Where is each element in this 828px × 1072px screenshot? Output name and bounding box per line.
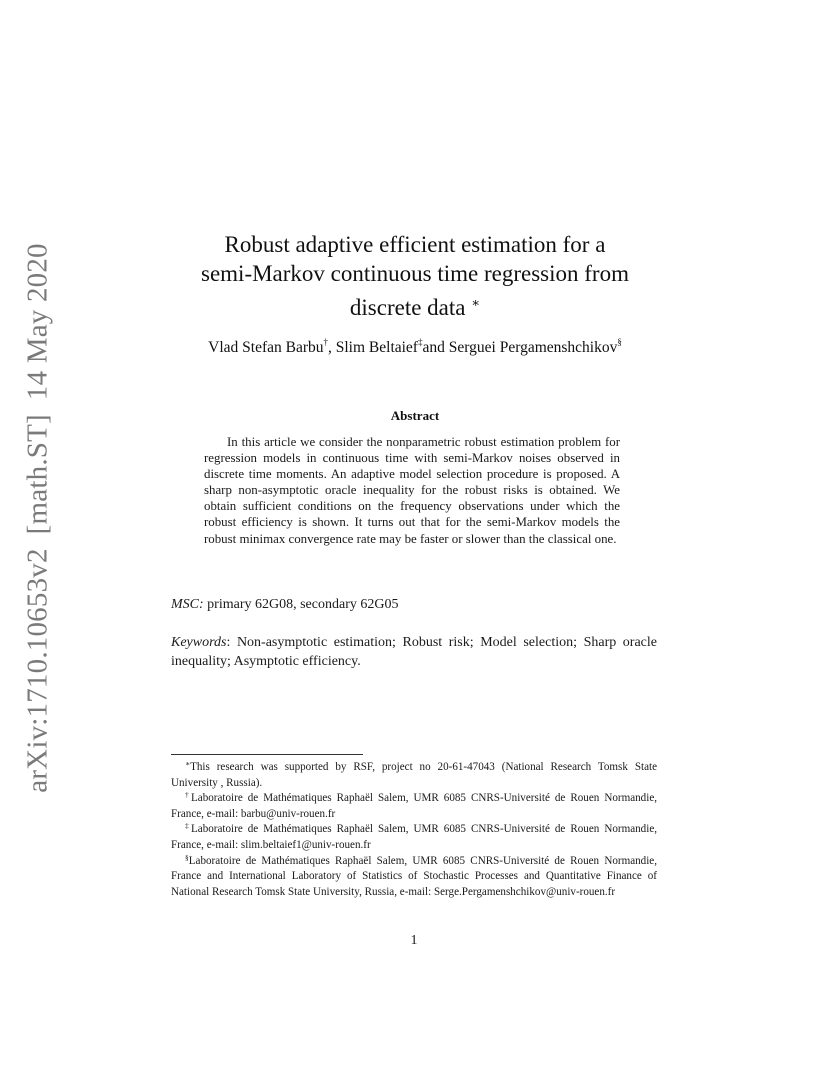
- footnote-mark: §: [185, 852, 189, 862]
- keywords: [171, 633, 657, 671]
- arxiv-date: 14 May 2020: [21, 243, 54, 401]
- abstract-heading: Abstract: [390, 408, 440, 423]
- author-sep-2: and: [422, 339, 449, 356]
- footnote-mark: ‡: [185, 821, 191, 831]
- msc-label: MSC:: [171, 597, 204, 612]
- arxiv-category: [math.ST]: [21, 414, 54, 535]
- paper-title: [170, 230, 660, 322]
- author-1: Vlad Stefan Barbu: [208, 339, 324, 356]
- footnote-text: Laboratoire de Mathématiques Raphaël Salem, UMR 6085 CNRS-Université de Rouen Normandie, France and International Laboratory of Statistics of Stochastic Processes and Quantitative Finance of National Research Tomsk State University, Russia, e-mail: Serge.Pergamenshchikov@univ-rouen.fr: [171, 854, 657, 898]
- footnote: [171, 822, 657, 853]
- keywords-label: Keywords: [171, 635, 227, 650]
- footnote-mark: ∗: [185, 759, 191, 768]
- footnote-mark: †: [185, 790, 191, 800]
- footnote-text: This research was supported by RSF, project no 20-61-47043 (National Research Tomsk State University , Russia).: [171, 761, 657, 789]
- title-line-3-text: discrete data: [349, 295, 466, 320]
- author-list: [170, 339, 660, 357]
- footnote-divider: [171, 754, 363, 755]
- footnote: [171, 854, 657, 901]
- title-footnote-mark: ∗: [471, 295, 481, 310]
- author-2: Slim Beltaief: [335, 339, 418, 356]
- author-3-mark: §: [617, 337, 622, 347]
- footnote-text: Laboratoire de Mathématiques Raphaël Salem, UMR 6085 CNRS-Université de Rouen Normandie, France, e-mail: barbu@univ-rouen.fr: [171, 792, 658, 820]
- title-line-3: [170, 288, 660, 322]
- author-sep-1: ,: [328, 339, 336, 356]
- footnotes: [171, 760, 657, 900]
- footnote: [171, 791, 657, 822]
- keywords-text: : Non-asymptotic estimation; Robust risk; Model selection; Sharp oracle inequality; Asymptotic efficiency.: [171, 635, 657, 669]
- msc-text: primary 62G08, secondary 62G05: [203, 597, 399, 612]
- arxiv-id: arXiv:1710.10653v2: [21, 548, 54, 793]
- arxiv-stamp: [22, 243, 55, 793]
- footnote: [171, 760, 657, 791]
- title-line-2: semi-Markov continuous time regression from: [201, 261, 629, 286]
- author-3: Serguei Pergamenshchikov: [448, 339, 618, 356]
- author-2-mark: ‡: [417, 337, 423, 347]
- title-line-1: Robust adaptive efficient estimation for a: [224, 232, 606, 257]
- abstract-text: In this article we consider the nonparametric robust estimation problem for regression models in continuous time with semi-Markov noises observed in discrete time moments. An adaptive model selection procedure is proposed. A sharp non-asymptotic oracle inequality for the robust risks is obtained. We obtain sufficient conditions on the frequency observations under which the robust efficiency is shown. It turns out that for the semi-Markov models the robust minimax convergence rate may be faster or slower than the classical one.: [204, 435, 620, 546]
- msc-line: [171, 597, 661, 613]
- footnote-text: Laboratoire de Mathématiques Raphaël Salem, UMR 6085 CNRS-Université de Rouen Normandie, France, e-mail: slim.beltaief1@univ-rouen.fr: [171, 823, 658, 851]
- page-number: 1: [410, 933, 418, 948]
- author-1-mark: †: [323, 337, 328, 347]
